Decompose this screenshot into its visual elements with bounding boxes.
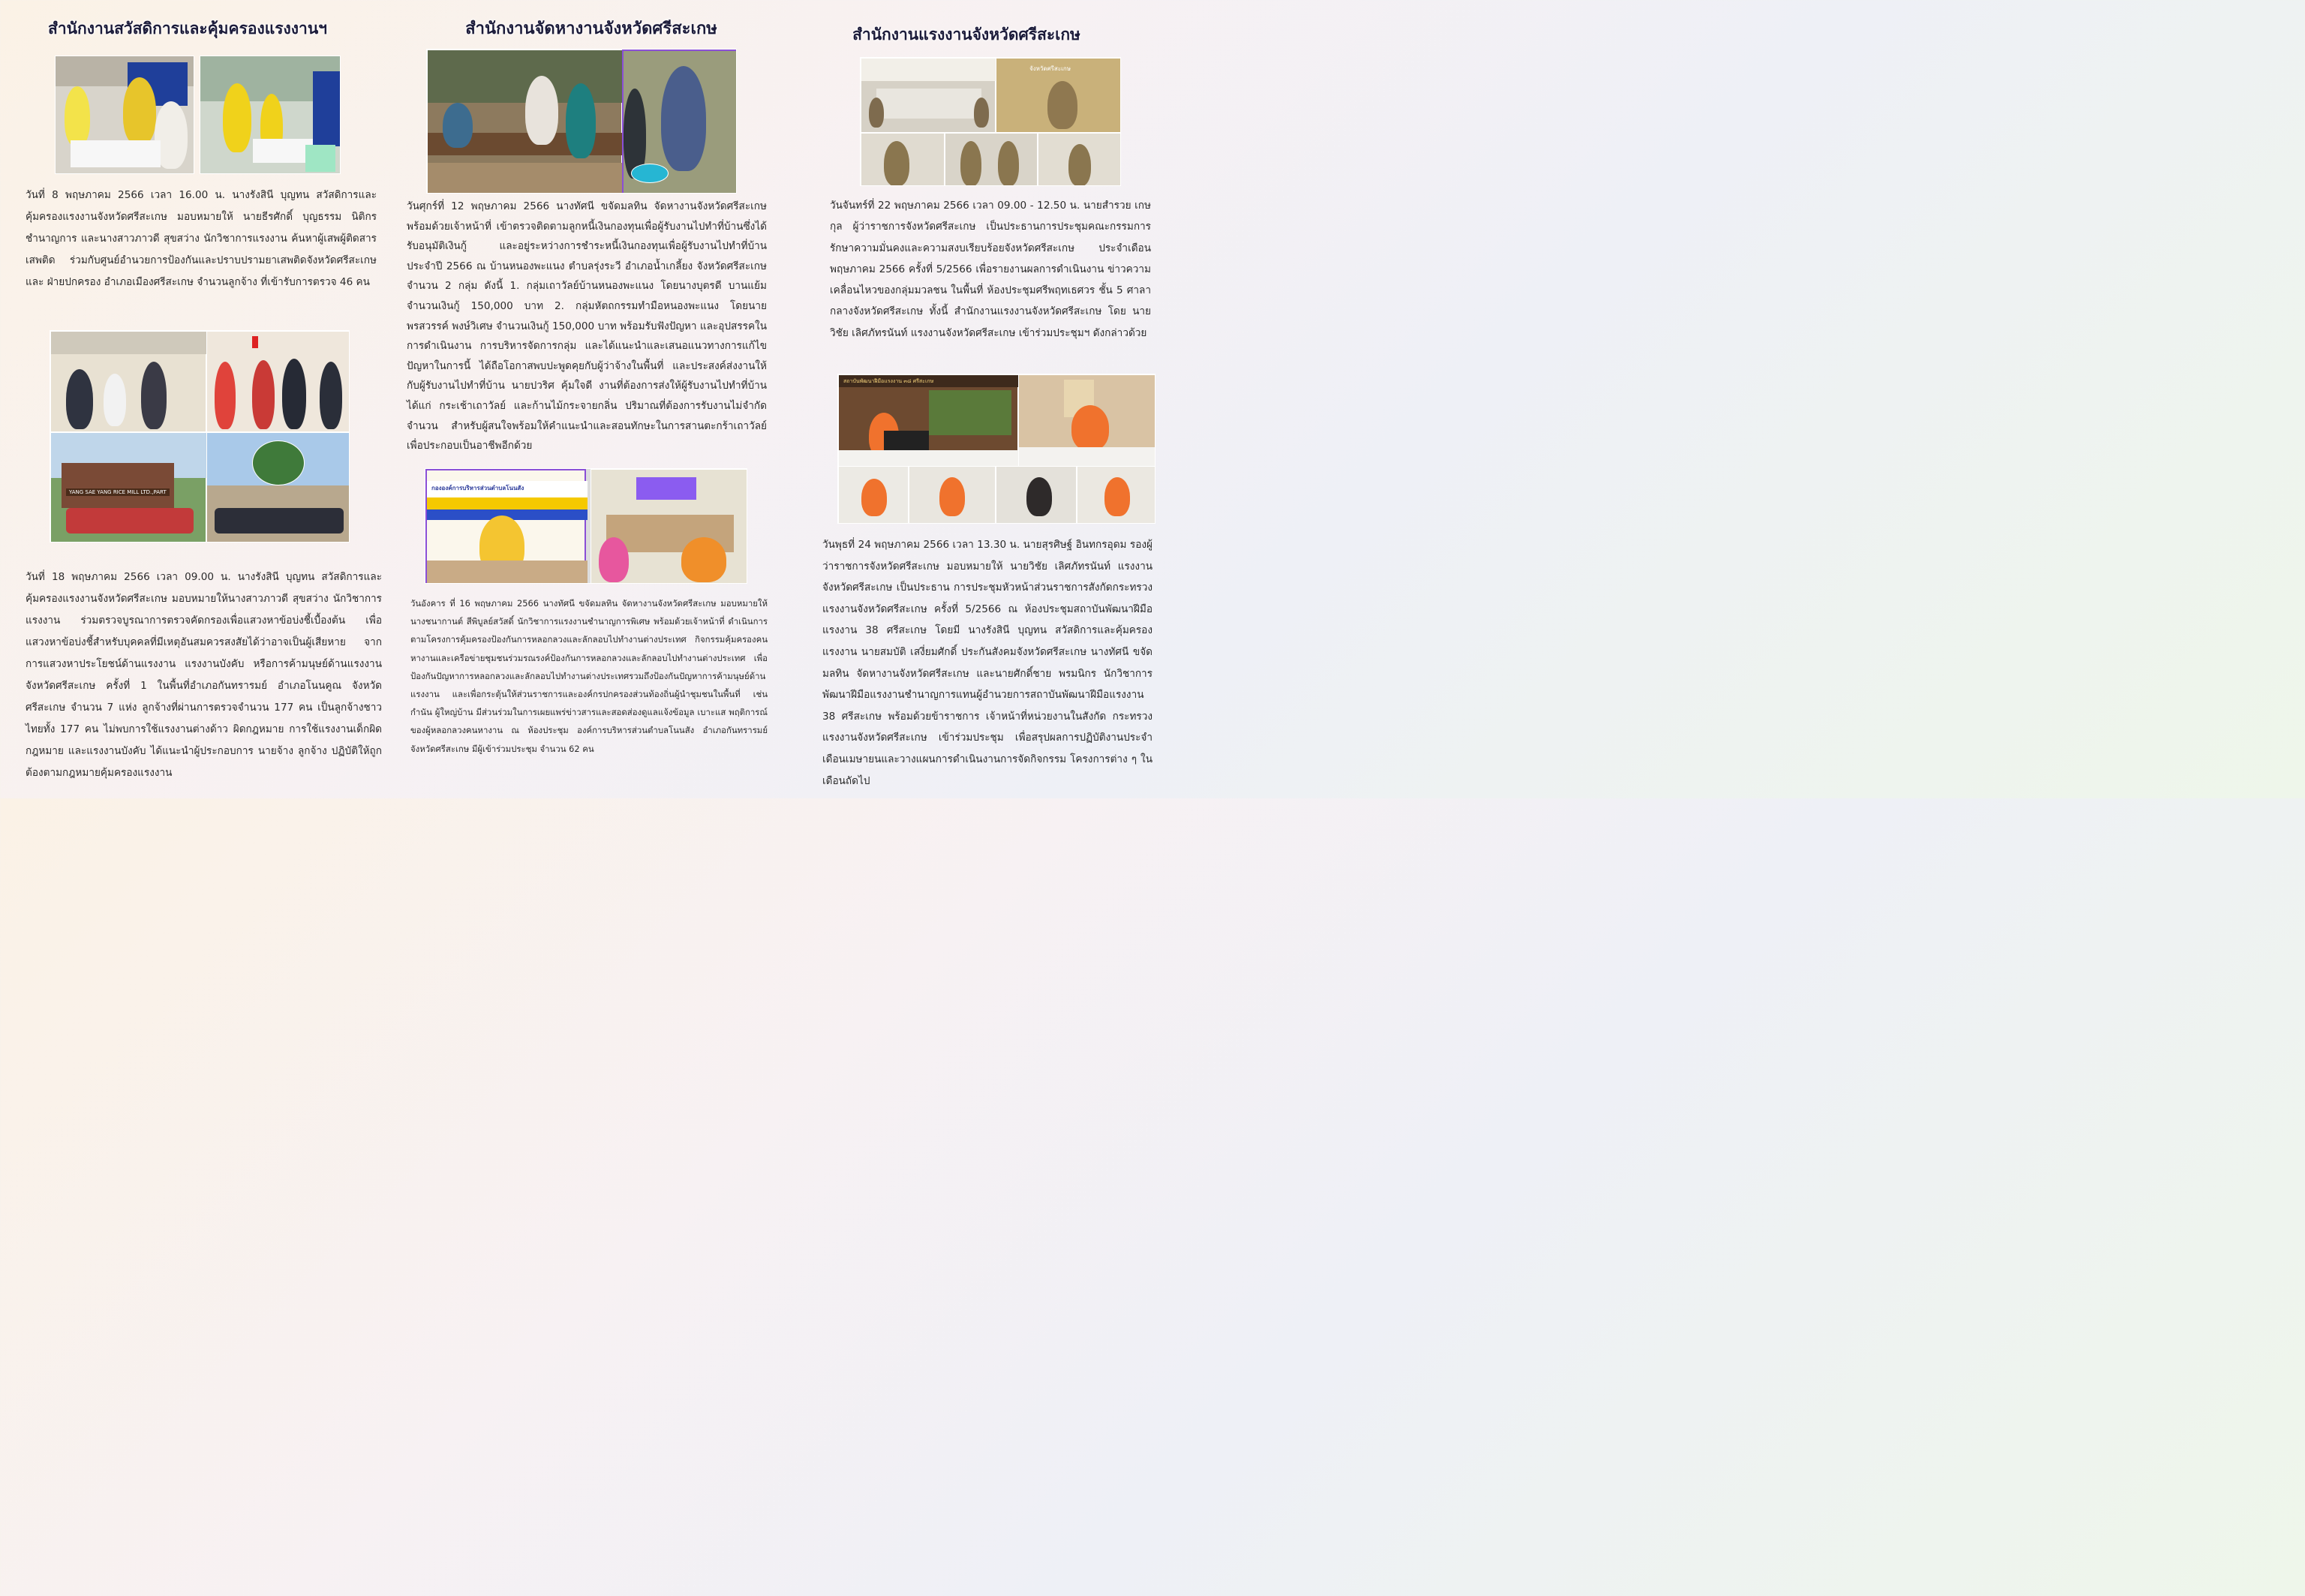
institute-sign: สถาบันพัฒนาฝีมือแรงงาน ๓๘ ศรีสะเกษ — [843, 378, 934, 384]
paragraph-anti-deception: วันอังคาร ที่ 16 พฤษภาคม 2566 นางทัศนี ขจัดมลทิน จัดหางานจังหวัดศรีสะเกษ มอบหมายให้ นางชนากานต์ สีพิบูลย์สวัสดิ์ นักวิชาการแรงงานชำนาญการพิเศษ พร้อมด้วยเจ้าหน้าที่ ดำเนินการตามโครงการคุ้มครองป้องกันการหลอกลวงและลักลอบไปทำงานต่างประเทศ กิจกรรมคุ้มครองคนหางานและเครือข่ายชุมชนร่วมรณรงค์ป้องกันการหลอกลวงและลักลอบไปทำงานต่างประเทศ เพื่อป้องกันปัญหาการหลอกลวงและลักลอบไปทำงานต่างประเทศรวมถึงป้องกันปัญหาการค้ามนุษย์ด้านแรงงาน และเพื่อกระตุ้นให้ส่วนราชการและองค์กรปกครองส่วนท้องถิ่นผู้นำชุมชนในพื้นที่ เช่น กำนัน ผู้ใหญ่บ้าน มีส่วนร่วมในการเผยแพร่ข่าวสารและสอดส่องดูแลแจ้งข้อมูล เบาะแส พฤติการณ์ของผู้หลอกลวงคนหางาน ณ ห้องประชุม องค์การบริหารส่วนตำบลโนนสัง อำเภอกันทรารมย์ จังหวัดศรีสะเกษ มีผู้เข้าร่วมประชุม จำนวน 62 คน — [410, 598, 768, 754]
rice-mill-sign: YANG SAE YANG RICE MILL LTD.,PART — [66, 488, 170, 496]
photo-drug-screening-registration — [55, 56, 194, 174]
photo-homework-fund-visit — [426, 49, 737, 194]
column-welfare-office — [0, 0, 390, 798]
column-employment-office — [390, 0, 780, 798]
photo-security-committee-meeting — [860, 57, 1121, 186]
sao-meeting-sign: กององค์การบริหารส่วนตำบลโนนสัง — [431, 485, 524, 491]
paragraph-homework-fund: วันศุกร์ที่ 12 พฤษภาคม 2566 นางทัศนี ขจัดมลทิน จัดหางานจังหวัดศรีสะเกษ พร้อมด้วยเจ้าหน้าที่ เข้าตรวจติดตามลูกหนี้เงินกองทุนเพื่อผู้รับงานไปทำที่บ้านซึ่งได้รับอนุมัติเงินกู้ และอยู่ระหว่างการชำระหนี้เงินกองทุนเพื่อผู้รับงานไปทำที่บ้าน ประจำปี 2566 ณ บ้านหนองพะแนง ตำบลรุ่งระวี อำเภอน้ำเกลี้ยง จังหวัดศรีสะเกษ จำนวน 2 กลุ่ม ดังนี้ 1. กลุ่มเถาวัลย์บ้านหนองพะแนง โดยนางบุตรดี บานแย้ม จำนวนเงินกู้ 150,000 บาท 2. กลุ่มหัตถกรรมทำมือหนองพะแนง โดยนายพรสวรรค์ พงษ์วิเศษ จำนวนเงินกู้ 150,000 บาท พร้อมรับฟังปัญหา และอุปสรรคในการดำเนินงาน การบริหารจัดการกลุ่ม และได้แนะนำและเสนอแนวทางการแก้ไขปัญหาในการนี้ ได้ถือโอกาสพบปะพูดคุยกับผู้ว่าจ้างในพื้นที่ และประสงค์ส่งงานให้กับผู้รับงานไปทำที่บ้าน นายปวริศ คุ้มใจดี งานที่ต้องการส่งให้ผู้รับงานไปทำที่บ้าน ได้แก่ กระเช้าเถาวัลย์ และก้านไม้กระจายกลิ่น ปริมาณที่ต้องการรับงานไม่จำกัดจำนวน สำหรับผู้สนใจพร้อมให้คำแนะนำและสอนทักษะในการสานตะกร้าเถาวัลย์ เพื่อประกอบเป็นอาชีพอีกด้วย — [407, 200, 767, 452]
column-heading: สำนักงานสวัสดิการและคุ้มครองแรงงานฯ — [48, 19, 327, 38]
photo-labour-ministry-meeting — [837, 374, 1156, 524]
paragraph-security-committee: วันจันทร์ที่ 22 พฤษภาคม 2566 เวลา 09.00 - 12.50 น. นายสำรวย เกษกุล ผู้ว่าราชการจังหวัดศรีสะเกษ เป็นประธานการประชุมคณะกรรมการรักษาความมั่นคงและความสงบเรียบร้อยจังหวัดศรีสะเกษ ประจำเดือนพฤษภาคม 2566 ครั้งที่ 5/2566 เพื่อรายงานผลการดำเนินงาน ข่าวความเคลื่อนไหวของกลุ่มมวลชน ในพื้นที่ ห้องประชุมศรีพฤทเธศวร ชั้น 5 ศาลากลางจังหวัดศรีสะเกษ ทั้งนี้ สำนักงานแรงงานจังหวัดศรีสะเกษ โดย นายวิชัย เลิศภัทรนันท์ แรงงานจังหวัดศรีสะเกษ เข้าร่วมประชุมฯ ดังกล่าวด้วย — [830, 200, 1151, 339]
paragraph-trafficking-inspection: วันที่ 18 พฤษภาคม 2566 เวลา 09.00 น. นางรังสินี บุญทน สวัสดิการและคุ้มครองแรงงานจังหวัดศรีสะเกษ มอบหมายให้นางสาวภาวดี สุขสว่าง นักวิชาการแรงงาน ร่วมตรวจบูรณาการตรวจคัดกรองเพื่อแสวงหาข้อบ่งชี้เบื้องต้น เพื่อแสวงหาข้อบ่งชี้สำหรับบุคคลที่มีเหตุอันสมควรสงสัยได้ว่าอาจเป็นผู้เสียหาย จากการแสวงหาประโยชน์ด้านแรงงาน แรงงานบังคับ หรือการค้ามนุษย์ด้านแรงงาน จังหวัดศรีสะเกษ ครั้งที่ 1 ในพื้นที่อำเภอกันทรารมย์ อำเภอโนนคูณ จังหวัดศรีสะเกษ จำนวน 7 แห่ง ลูกจ้างที่ผ่านการตรวจจำนวน 177 คน เป็นลูกจ้างชาวไทยทั้ง 177 คน ไม่พบการใช้แรงงานต่างด้าว ผิดกฎหมาย การใช้แรงงานเด็กผิดกฎหมาย และแรงงานบังคับ ได้แนะนำผู้ประกอบการ นายจ้าง ลูกจ้าง ปฏิบัติให้ถูกต้องตามกฎหมายคุ้มครองแรงงาน — [26, 571, 382, 779]
photo-collage-trafficking-inspection — [50, 330, 350, 543]
column-labour-office — [780, 0, 1152, 798]
photo-drug-screening-outdoor — [200, 56, 341, 174]
photo-anti-deception-meeting — [425, 468, 747, 584]
column-heading: สำนักงานแรงงานจังหวัดศรีสะเกษ — [852, 25, 1080, 44]
paragraph-labour-ministry-meeting: วันพุธที่ 24 พฤษภาคม 2566 เวลา 13.30 น. นายสุรศิษฐ์ อินทกรอุดม รองผู้ว่าราชการจังหวัดศรีสะเกษ มอบหมายให้ นายวิชัย เลิศภัทรนันท์ แรงงานจังหวัดศรีสะเกษ เป็นประธาน การประชุมหัวหน้าส่วนราชการสังกัดกระทรวงแรงงานจังหวัดศรีสะเกษ ครั้งที่ 5/2566 ณ ห้องประชุมสถาบันพัฒนาฝีมือแรงงาน 38 ศรีสะเกษ โดยมี นางรังสินี บุญทน สวัสดิการและคุ้มครองแรงงาน นายสมบัติ เสงี่ยมศักดิ์ ประกันสังคมจังหวัดศรีสะเกษ นางทัศนี ขจัดมลทิน จัดหางานจังหวัดศรีสะเกษ และนายศักดิ์ชาย พรมนิกร นักวิชาการพัฒนาฝีมือแรงงานชำนาญการแทนผู้อำนวยการสถาบันพัฒนาฝีมือแรงงาน 38 ศรีสะเกษ พร้อมด้วยข้าราชการ เจ้าหน้าที่หน่วยงานในสังกัด กระทรวงแรงงานจังหวัดศรีสะเกษ เข้าร่วมประชุม เพื่อสรุปผลการปฏิบัติงานประจำเดือนเมษายนและวางแผนการดำเนินงานการจัดกิจกรรม โครงการต่าง ๆ ในเดือนถัดไป — [822, 539, 1152, 787]
column-heading: สำนักงานจัดหางานจังหวัดศรีสะเกษ — [465, 19, 717, 38]
paragraph-drug-screening: วันที่ 8 พฤษภาคม 2566 เวลา 16.00 น. นางรังสินี บุญทน สวัสดิการและคุ้มครองแรงงานจังหวัดศรีสะเกษ มอบหมายให้ นายธีรศักดิ์ บุญธรรม นิติกรชำนาญการ และนางสาวภาวดี สุขสว่าง นักวิชาการแรงงาน ค้นหาผู้เสพผู้ติดสารเสพติด ร่วมกับศูนย์อำนวยการป้องกันและปราบปรามยาเสพติดจังหวัดศรีสะเกษ และ ฝ่ายปกครอง อำเภอเมืองศรีสะเกษ จำนวนลูกจ้าง ที่เข้ารับการตรวจ 46 คน — [26, 189, 377, 288]
province-sign: จังหวัดศรีสะเกษ — [1029, 65, 1071, 72]
